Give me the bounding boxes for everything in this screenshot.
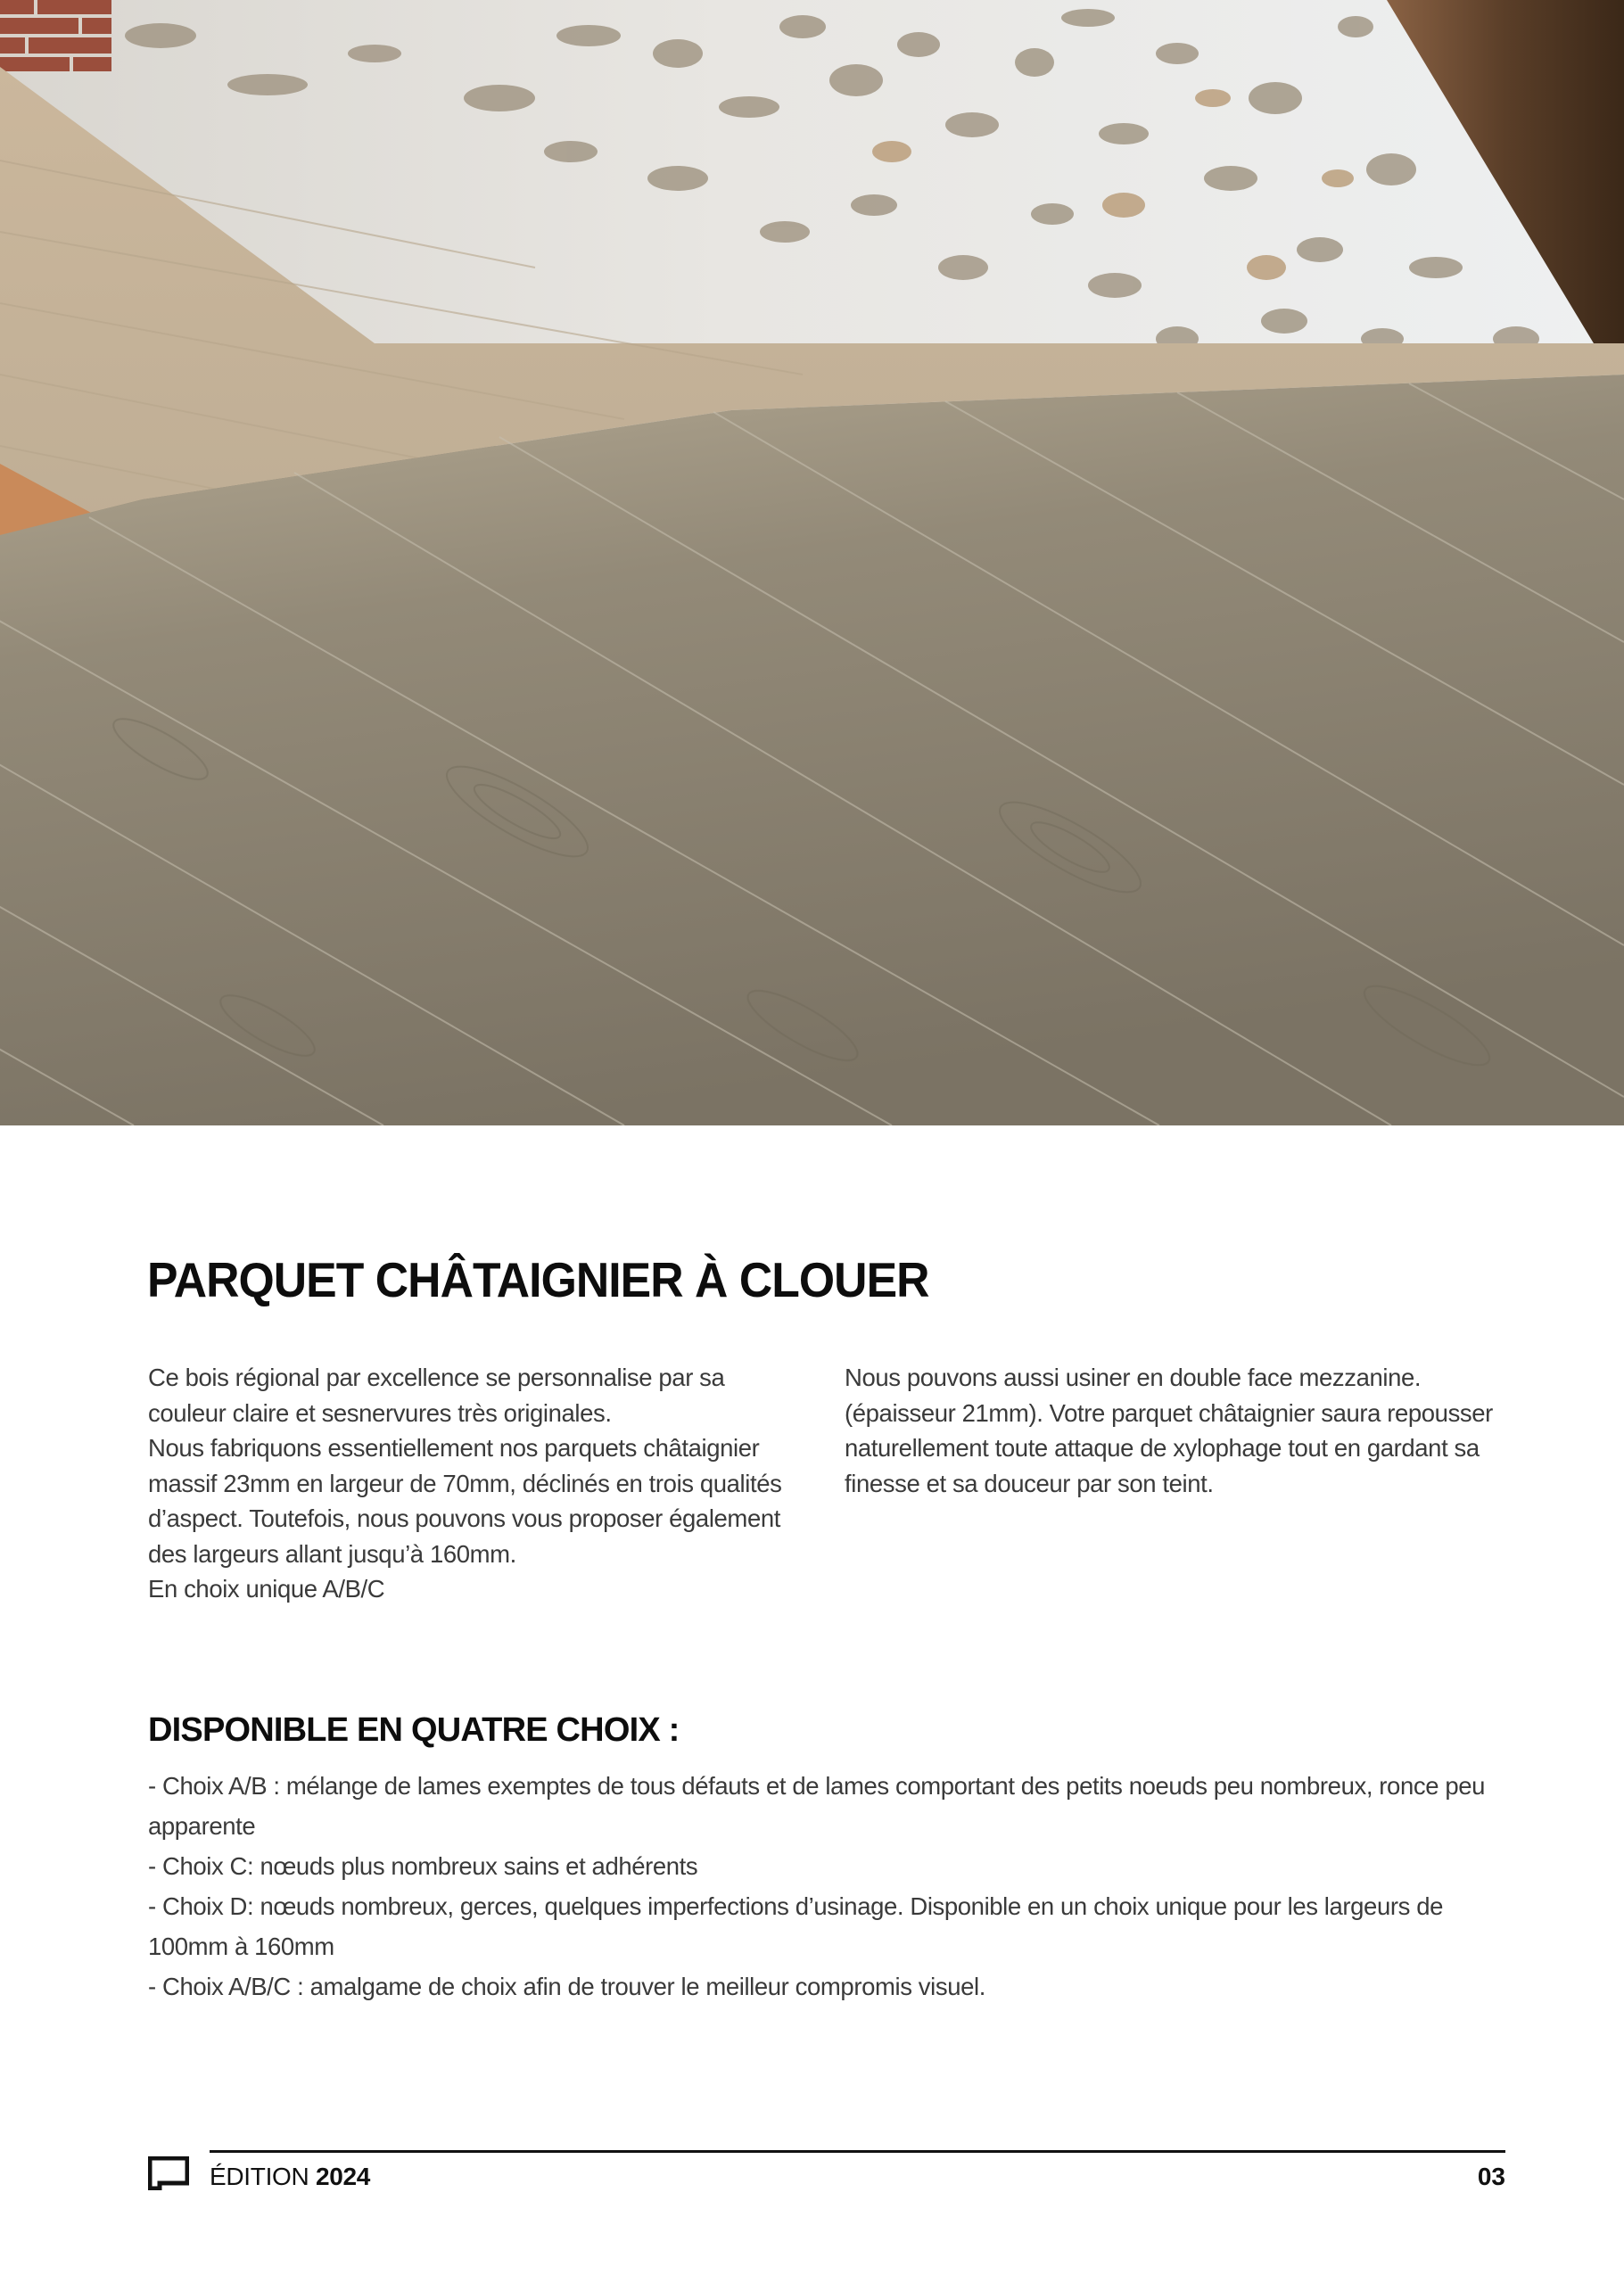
intro-right-column xyxy=(845,1360,1504,1501)
edition-label: ÉDITION xyxy=(210,2163,309,2190)
hero-photo xyxy=(0,0,1624,1125)
choices-list xyxy=(148,1766,1486,2007)
intro-paragraph: Nous fabriquons essentiellement nos parquets châtaignier massif 23mm en largeur de 70mm, déclinés en trois qualités d’aspect. Toutefois, nous pouvons vous proposer également des largeurs allant jusqu’à 160mm. xyxy=(148,1434,782,1568)
footer-divider xyxy=(210,2150,1505,2153)
parquet-floor-photo xyxy=(0,0,1624,1125)
choice-item: - Choix A/B/C : amalgame de choix afin de trouver le meilleur compromis visuel. xyxy=(148,1973,985,2000)
choice-item: - Choix C: nœuds plus nombreux sains et adhérents xyxy=(148,1852,698,1880)
page-number: 03 xyxy=(1477,2163,1505,2190)
edition-year: 2024 xyxy=(315,2163,371,2190)
intro-left-column xyxy=(148,1360,808,1607)
choice-item: - Choix D: nœuds nombreux, gerces, quelques imperfections d’usinage. Disponible en un choix unique pour les largeurs de 100mm à 160mm xyxy=(148,1892,1443,1960)
intro-paragraph: Nous pouvons aussi usiner en double face mezzanine. (épaisseur 21mm). Votre parquet châtaignier saura repousser naturellement toute attaque de xylophage tout en gardant sa finesse et sa douceur par son teint. xyxy=(845,1364,1493,1497)
choice-item: - Choix A/B : mélange de lames exemptes de tous défauts et de lames comportant des petits noeuds peu nombreux, ronce peu apparente xyxy=(148,1772,1486,1840)
intro-paragraph: Ce bois régional par excellence se personnalise par sa couleur claire et sesnervures très originales. xyxy=(148,1364,725,1427)
choices-heading: DISPONIBLE EN QUATRE CHOIX : xyxy=(148,1711,680,1749)
footer-edition xyxy=(210,2164,370,2189)
intro-paragraph: En choix unique A/B/C xyxy=(148,1575,385,1603)
page-title: PARQUET CHÂTAIGNIER À CLOUER xyxy=(147,1252,929,1307)
square-bracket-logo-icon xyxy=(148,2156,189,2190)
